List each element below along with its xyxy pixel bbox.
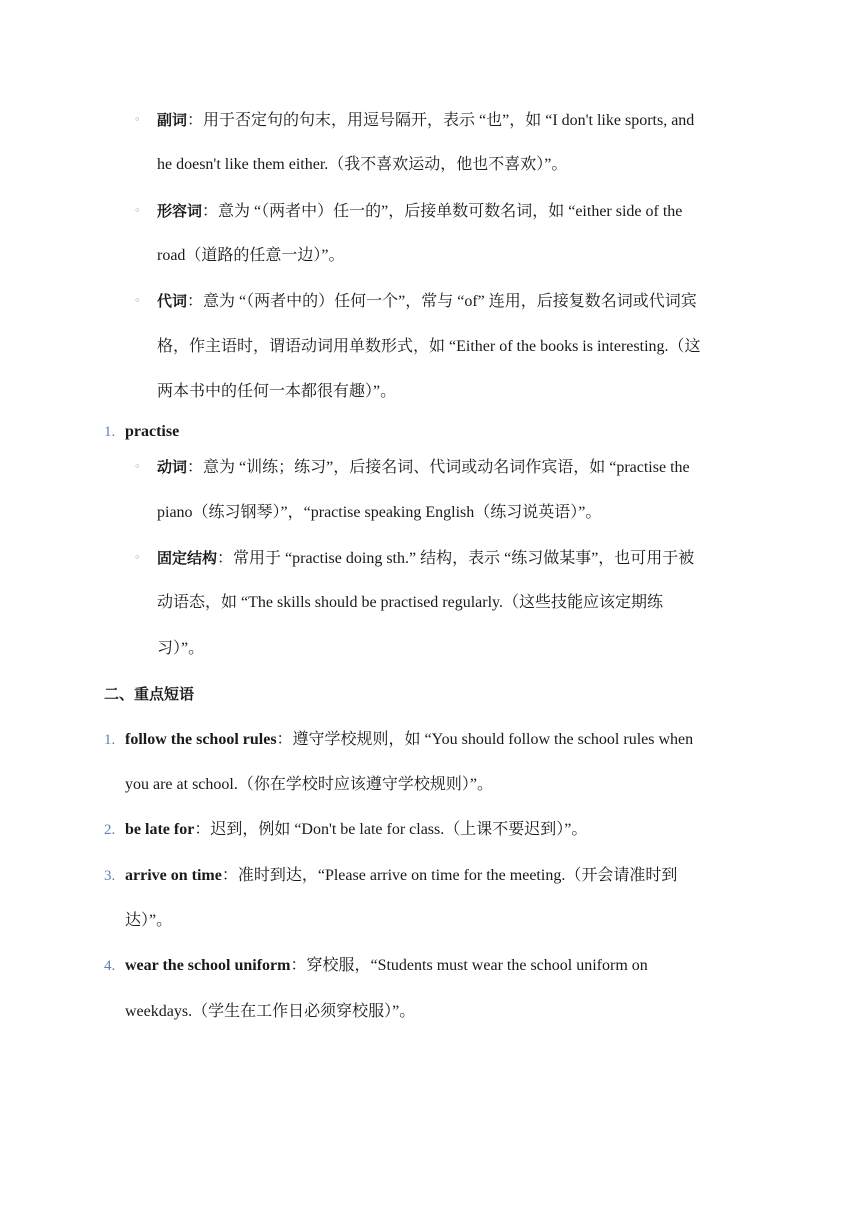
phrase-3-term: arrive on time (125, 867, 222, 884)
pronoun-text-1: ：意为 “（两者中的）任何一个”，常与 “of” 连用，后接复数名词或代词宾 (187, 293, 697, 310)
pronoun-line-3: 两本书中的任何一本都很有趣）”。 (157, 383, 397, 400)
phrase-2-line-1 (125, 820, 587, 840)
list-number: 1. (104, 424, 116, 440)
section-heading: 二、重点短语 (104, 685, 195, 703)
structure-line-1 (157, 548, 694, 569)
adverb-line-1 (157, 110, 694, 131)
adjective-line-1 (157, 201, 682, 222)
structure-term: 固定结构 (157, 549, 218, 567)
pronoun-line-2: 格，作主语时，谓语动词用单数形式，如 “Either of the books is interesting.（这 (157, 338, 701, 355)
adjective-term: 形容词 (157, 202, 203, 220)
verb-line-1 (157, 457, 690, 478)
phrase-4-line-1 (125, 956, 648, 976)
verb-term: 动词 (157, 458, 188, 476)
phrase-1-term: follow the school rules (125, 731, 277, 748)
bullet-marker: ◦ (134, 204, 141, 217)
list-number: 4. (104, 958, 116, 974)
phrase-4-term: wear the school uniform (125, 957, 291, 974)
phrase-2-text-1: ：迟到，例如 “Don't be late for class.（上课不要迟到）”。 (194, 821, 588, 838)
verb-text-1: ：意为 “训练；练习”，后接名词、代词或动名词作宾语，如 “practise the (187, 459, 690, 476)
bullet-marker: ◦ (134, 113, 141, 126)
list-number: 1. (104, 732, 116, 748)
phrase-1-line-1 (125, 730, 693, 750)
structure-text-1: ：常用于 “practise doing sth.” 结构，表示 “练习做某事”，也可用于被 (217, 550, 695, 567)
phrase-1-text-1: ：遵守学校规则，如 “You should follow the school rules when (276, 731, 694, 748)
list-number: 2. (104, 822, 116, 838)
adjective-text-1: ：意为 “（两者中）任一的”，后接单数可数名词，如 “either side of the (202, 203, 683, 220)
phrase-2-term: be late for (125, 821, 195, 838)
phrase-1-line-2: you are at school.（你在学校时应该遵守学校规则）”。 (125, 776, 493, 793)
pronoun-line-1 (157, 291, 697, 312)
practise-word-label: practise (125, 423, 180, 440)
bullet-marker: ◦ (134, 460, 141, 473)
bullet-marker: ◦ (134, 551, 141, 564)
phrase-4-text-1: ：穿校服，“Students must wear the school uniform on (290, 957, 648, 974)
phrase-4-line-2: weekdays.（学生在工作日必须穿校服）”。 (125, 1003, 416, 1020)
adverb-line-2: he doesn't like them either.（我不喜欢运动，他也不喜欢）”。 (157, 156, 568, 173)
list-number: 3. (104, 868, 116, 884)
structure-line-3: 习）”。 (157, 640, 205, 657)
adverb-term: 副词 (157, 111, 188, 129)
adjective-line-2: road（道路的任意一边）”。 (157, 247, 345, 264)
verb-line-2: piano（练习钢琴）”，“practise speaking English（练习说英语）”。 (157, 504, 602, 521)
bullet-marker: ◦ (134, 294, 141, 307)
pronoun-term: 代词 (157, 292, 188, 310)
phrase-3-text-1: ：准时到达，“Please arrive on time for the meeting.（开会请准时到 (221, 867, 678, 884)
phrase-3-line-1 (125, 866, 677, 886)
structure-line-2: 动语态，如 “The skills should be practised regularly.（这些技能应该定期练 (157, 594, 664, 611)
practise-word (125, 422, 179, 442)
adverb-text-1: ：用于否定句的句末，用逗号隔开，表示 “也”，如 “I don't like sports, and (187, 112, 695, 129)
phrase-3-line-2: 达）”。 (125, 912, 173, 929)
